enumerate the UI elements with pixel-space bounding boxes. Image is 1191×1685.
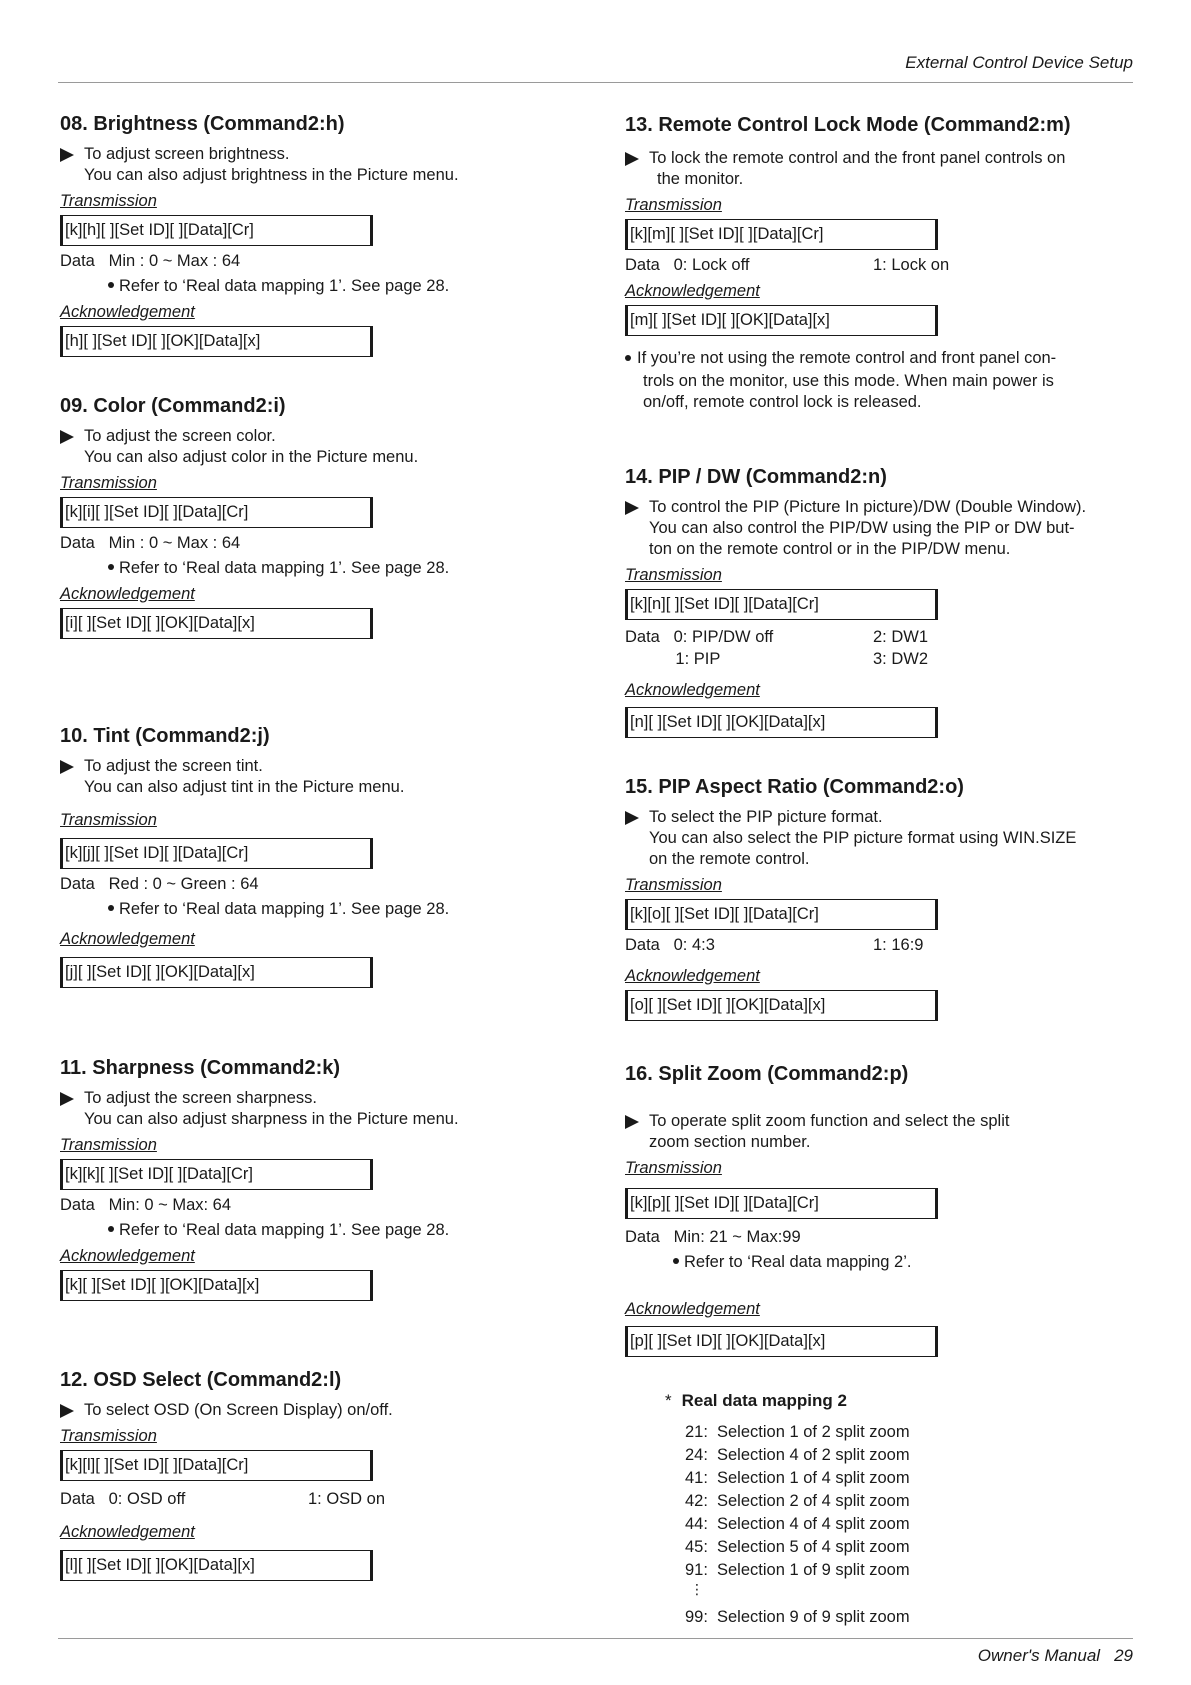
mapping-code: 99:	[685, 1608, 708, 1626]
transmission-command-box: [k][i][ ][Set ID][ ][Data][Cr]	[60, 497, 373, 528]
data-value-left: Data 0: PIP/DW off	[625, 628, 774, 646]
mapping-text: Selection 4 of 4 split zoom	[717, 1515, 910, 1533]
bullet-icon	[673, 1258, 679, 1264]
section-pip-aspect-ratio	[625, 777, 1130, 1021]
section-title: 09. Color (Command2:i)	[60, 395, 286, 417]
desc-line: To adjust screen brightness.	[84, 145, 290, 163]
desc-line: ton on the remote control or in the PIP/DW menu.	[649, 540, 1011, 558]
section-description	[60, 1400, 580, 1421]
mapping-row	[665, 1538, 965, 1561]
note-line: trols on the monitor, use this mode. When main power is	[643, 372, 1054, 390]
data-values	[625, 627, 1130, 648]
mapping-code: 41:	[685, 1469, 708, 1487]
bullet-text: Refer to ‘Real data mapping 1’. See page 28.	[119, 900, 450, 918]
bullet-note	[60, 1220, 580, 1241]
mapping-text: Selection 1 of 4 split zoom	[717, 1469, 910, 1487]
acknowledgement-label: Acknowledgement	[60, 1523, 195, 1541]
page-number: 29	[1114, 1646, 1133, 1665]
desc-line: You can also adjust brightness in the Picture menu.	[84, 166, 459, 184]
acknowledgement-command-box: [i][ ][Set ID][ ][OK][Data][x]	[60, 608, 373, 639]
section-description	[625, 1111, 1130, 1153]
data-value-right: 2: DW1	[873, 628, 929, 646]
section-osd-select	[60, 1370, 580, 1581]
mapping-code: 24:	[685, 1446, 708, 1464]
transmission-label: Transmission	[60, 192, 157, 210]
section-remote-lock	[625, 115, 1130, 413]
acknowledgement-label: Acknowledgement	[625, 967, 760, 985]
section-description	[60, 756, 580, 798]
arrow-right-icon	[60, 760, 74, 774]
data-value-right: 3: DW2	[873, 650, 929, 668]
acknowledgement-command-box: [k][ ][Set ID][ ][OK][Data][x]	[60, 1270, 373, 1301]
mapping-code: 42:	[685, 1492, 708, 1510]
desc-line: To operate split zoom function and select the split	[649, 1112, 1010, 1130]
mapping-text: Selection 2 of 4 split zoom	[717, 1492, 910, 1510]
data-range: Data Min: 21 ~ Max:99	[625, 1228, 801, 1246]
footer-divider	[58, 1638, 1133, 1639]
note-line: on/off, remote control lock is released.	[643, 393, 922, 411]
bullet-note	[625, 1252, 1130, 1273]
acknowledgement-label: Acknowledgement	[625, 282, 760, 300]
section-tint	[60, 726, 580, 988]
acknowledgement-command-box: [o][ ][Set ID][ ][OK][Data][x]	[625, 990, 938, 1021]
arrow-right-icon	[60, 1404, 74, 1418]
data-value-left: Data 0: Lock off	[625, 256, 750, 274]
desc-line: You can also control the PIP/DW using the PIP or DW but-	[649, 519, 1075, 537]
transmission-command-box: [k][m][ ][Set ID][ ][Data][Cr]	[625, 219, 938, 250]
arrow-right-icon	[625, 811, 639, 825]
mapping-code: 21:	[685, 1423, 708, 1441]
mapping-title-text: Real data mapping 2	[681, 1391, 847, 1410]
section-description	[625, 807, 1130, 870]
acknowledgement-label: Acknowledgement	[60, 303, 195, 321]
data-value-right: 1: 16:9	[873, 936, 924, 954]
desc-line: You can also adjust tint in the Picture menu.	[84, 778, 405, 796]
mapping-text: Selection 1 of 9 split zoom	[717, 1561, 910, 1579]
data-values	[625, 935, 1130, 956]
transmission-label: Transmission	[625, 876, 722, 894]
desc-line: on the remote control.	[649, 850, 810, 868]
mapping-text: Selection 5 of 4 split zoom	[717, 1538, 910, 1556]
mapping-row	[665, 1515, 965, 1538]
mapping-row	[665, 1469, 965, 1492]
mapping-text: Selection 9 of 9 split zoom	[717, 1608, 910, 1626]
section-title: 16. Split Zoom (Command2:p)	[625, 1063, 909, 1085]
section-title: 15. PIP Aspect Ratio (Command2:o)	[625, 776, 964, 798]
bullet-note	[60, 899, 580, 920]
bullet-text: Refer to ‘Real data mapping 1’. See page 28.	[119, 277, 450, 295]
mapping-code: 45:	[685, 1538, 708, 1556]
desc-line: To adjust the screen sharpness.	[84, 1089, 317, 1107]
data-range: Data Min : 0 ~ Max : 64	[60, 534, 241, 552]
note-line: If you’re not using the remote control and front panel con-	[637, 349, 1057, 367]
section-pip-dw	[625, 467, 1130, 738]
transmission-command-box: [k][o][ ][Set ID][ ][Data][Cr]	[625, 899, 938, 930]
section-title: 11. Sharpness (Command2:k)	[60, 1057, 341, 1079]
section-sharpness	[60, 1058, 580, 1301]
desc-line: You can also select the PIP picture format using WIN.SIZE	[649, 829, 1077, 847]
section-description	[60, 426, 580, 468]
arrow-right-icon	[60, 148, 74, 162]
acknowledgement-command-box: [p][ ][Set ID][ ][OK][Data][x]	[625, 1326, 938, 1357]
mapping-code: 91:	[685, 1561, 708, 1579]
bullet-text: Refer to ‘Real data mapping 1’. See page 28.	[119, 1221, 450, 1239]
real-data-mapping-2	[665, 1391, 965, 1631]
arrow-right-icon	[60, 430, 74, 444]
acknowledgement-command-box: [n][ ][Set ID][ ][OK][Data][x]	[625, 707, 938, 738]
desc-line: To adjust the screen color.	[84, 427, 276, 445]
bullet-note	[60, 276, 580, 297]
data-range: Data Min: 0 ~ Max: 64	[60, 1196, 232, 1214]
section-description	[60, 144, 580, 186]
mapping-title	[665, 1391, 965, 1411]
mapping-row	[665, 1492, 965, 1515]
desc-line: You can also adjust color in the Picture menu.	[84, 448, 419, 466]
arrow-right-icon	[625, 152, 639, 166]
acknowledgement-label: Acknowledgement	[60, 930, 195, 948]
data-value-right: 1: OSD on	[308, 1490, 386, 1508]
bullet-icon	[108, 1226, 114, 1232]
mapping-row	[665, 1423, 965, 1446]
data-values	[625, 649, 1130, 670]
page-header-title: External Control Device Setup	[905, 53, 1133, 72]
arrow-right-icon	[60, 1092, 74, 1106]
mapping-row	[665, 1561, 965, 1584]
transmission-label: Transmission	[625, 1159, 722, 1177]
desc-line: zoom section number.	[649, 1133, 811, 1151]
footer-label: Owner's Manual	[977, 1646, 1101, 1665]
mapping-row	[665, 1446, 965, 1469]
bullet-note	[60, 558, 580, 579]
transmission-label: Transmission	[625, 196, 722, 214]
acknowledgement-command-box: [h][ ][Set ID][ ][OK][Data][x]	[60, 326, 373, 357]
desc-line: To select the PIP picture format.	[649, 808, 883, 826]
section-description	[625, 148, 1130, 190]
transmission-command-box: [k][k][ ][Set ID][ ][Data][Cr]	[60, 1159, 373, 1190]
desc-line: You can also adjust sharpness in the Picture menu.	[84, 1110, 459, 1128]
section-description	[60, 1088, 580, 1130]
data-value-left: 1: PIP	[625, 650, 721, 668]
bullet-icon	[108, 564, 114, 570]
section-brightness	[60, 114, 580, 357]
transmission-label: Transmission	[625, 566, 722, 584]
page-footer	[978, 1646, 1133, 1666]
desc-line: To select OSD (On Screen Display) on/off.	[84, 1401, 393, 1419]
mapping-text: Selection 1 of 2 split zoom	[717, 1423, 910, 1441]
acknowledgement-label: Acknowledgement	[60, 1247, 195, 1265]
transmission-command-box: [k][j][ ][Set ID][ ][Data][Cr]	[60, 838, 373, 869]
bullet-icon	[108, 905, 114, 911]
bullet-text: Refer to ‘Real data mapping 1’. See page 28.	[119, 559, 450, 577]
section-title: 10. Tint (Command2:j)	[60, 725, 270, 747]
section-title: 12. OSD Select (Command2:l)	[60, 1369, 342, 1391]
bullet-text: Refer to ‘Real data mapping 2’.	[684, 1253, 912, 1271]
acknowledgement-command-box: [j][ ][Set ID][ ][OK][Data][x]	[60, 957, 373, 988]
acknowledgement-label: Acknowledgement	[625, 681, 760, 699]
transmission-command-box: [k][p][ ][Set ID][ ][Data][Cr]	[625, 1188, 938, 1219]
data-range: Data Min : 0 ~ Max : 64	[60, 252, 241, 270]
data-range: Data Red : 0 ~ Green : 64	[60, 875, 259, 893]
asterisk-icon: *	[665, 1391, 672, 1410]
mapping-row	[665, 1608, 965, 1631]
transmission-command-box: [k][h][ ][Set ID][ ][Data][Cr]	[60, 215, 373, 246]
section-title: 08. Brightness (Command2:h)	[60, 113, 345, 135]
data-value-right: 1: Lock on	[873, 256, 950, 274]
transmission-label: Transmission	[60, 811, 157, 829]
acknowledgement-command-box: [l][ ][Set ID][ ][OK][Data][x]	[60, 1550, 373, 1581]
acknowledgement-command-box: [m][ ][Set ID][ ][OK][Data][x]	[625, 305, 938, 336]
transmission-label: Transmission	[60, 1427, 157, 1445]
desc-line: To adjust the screen tint.	[84, 757, 263, 775]
section-title: 14. PIP / DW (Command2:n)	[625, 466, 887, 488]
header-divider	[58, 82, 1133, 83]
transmission-label: Transmission	[60, 474, 157, 492]
transmission-command-box: [k][l][ ][Set ID][ ][Data][Cr]	[60, 1450, 373, 1481]
section-split-zoom	[625, 1064, 1130, 1357]
data-values	[625, 255, 1130, 276]
data-value-left: Data 0: 4:3	[625, 936, 715, 954]
desc-line: To lock the remote control and the front panel controls on	[649, 149, 1066, 167]
lock-mode-note	[625, 348, 1130, 413]
vertical-ellipsis-icon: ⋮	[690, 1581, 704, 1597]
transmission-label: Transmission	[60, 1136, 157, 1154]
bullet-icon	[108, 282, 114, 288]
acknowledgement-label: Acknowledgement	[625, 1300, 760, 1318]
acknowledgement-label: Acknowledgement	[60, 585, 195, 603]
data-value-left: Data 0: OSD off	[60, 1490, 186, 1508]
desc-line: To control the PIP (Picture In picture)/DW (Double Window).	[649, 498, 1087, 516]
section-title: 13. Remote Control Lock Mode (Command2:m)	[625, 114, 1071, 136]
data-values	[60, 1489, 580, 1510]
mapping-text: Selection 4 of 2 split zoom	[717, 1446, 910, 1464]
desc-line: the monitor.	[657, 170, 744, 188]
section-color	[60, 396, 580, 639]
bullet-icon	[625, 355, 631, 361]
section-description	[625, 497, 1130, 560]
arrow-right-icon	[625, 1115, 639, 1129]
transmission-command-box: [k][n][ ][Set ID][ ][Data][Cr]	[625, 589, 938, 620]
arrow-right-icon	[625, 501, 639, 515]
mapping-code: 44:	[685, 1515, 708, 1533]
